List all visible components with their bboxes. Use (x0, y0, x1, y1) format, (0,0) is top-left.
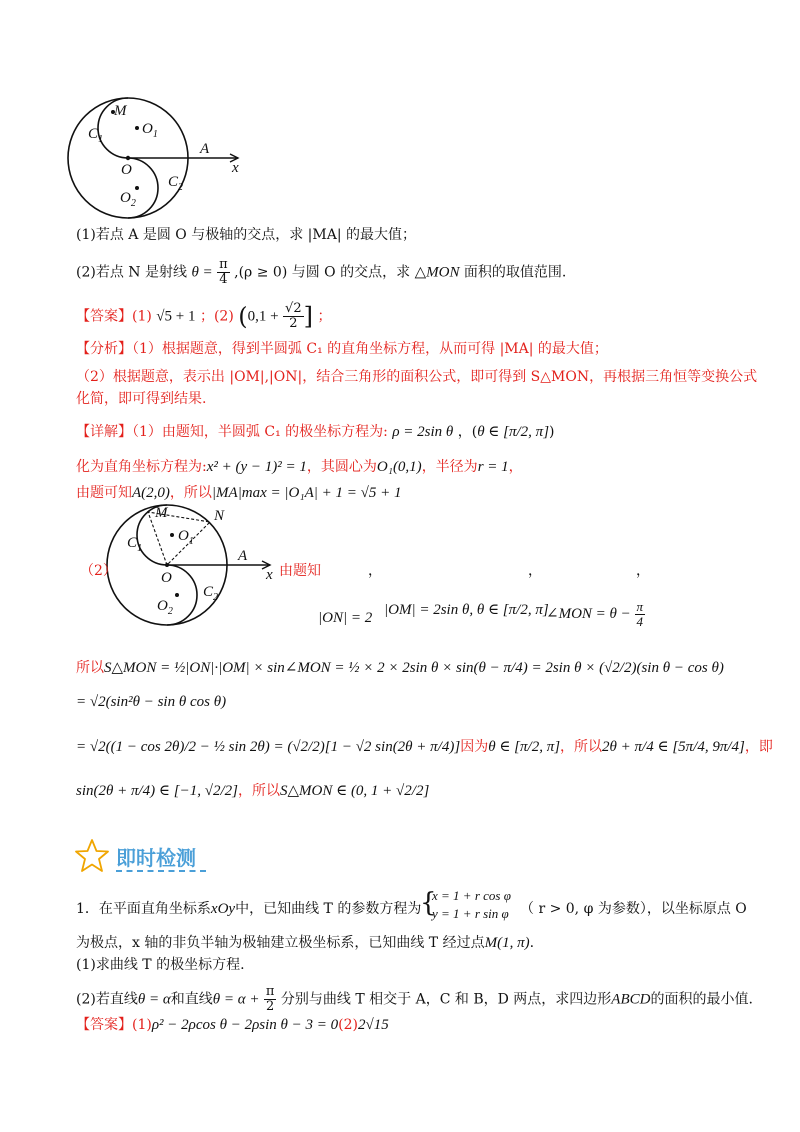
star-icon (74, 838, 110, 874)
fig1-label-o1: $O_1$ (142, 121, 158, 140)
section-underline (116, 870, 206, 872)
fig2-label-x: x (266, 567, 273, 583)
fig2-label-c2: $C_2$ (203, 584, 219, 603)
exercise-line-1: 1．在平面直角坐标系xOy中，已知曲线 T 的参数方程为 (76, 901, 422, 917)
analysis-line-1: 【分析】（1）根据题意，得到半圆弧 C₁ 的直角坐标方程，从而可得 |MA| 的最大值； (76, 341, 608, 357)
question-1: (1)若点 A 是圆 O 与极轴的交点，求 |MA| 的最大值； (76, 227, 416, 243)
param-x: x = 1 + r cos φ (432, 888, 511, 903)
fig2-label-o: O (161, 570, 172, 586)
detail-line-2: 化为直角坐标方程为:x² + (y − 1)² = 1，其圆心为O₁(0,1)，半径为r = 1， (76, 459, 523, 475)
derivation-line-1: 所以S△MON = ½|ON|·|OM| × sin∠MON = ½ × 2 × 2sin θ × sin(θ − π/4) = 2sin θ × (√2/2)(sin θ − cos θ) (76, 660, 724, 676)
fig2-label-o1: $O_1$ (178, 528, 194, 547)
comma-2: ， (528, 563, 542, 579)
exercise-q2: (2)若直线θ = α和直线θ = α + $\frac{\pi}{2}$ 分别与曲线 T 相交于 A，C 和 B，D 两点，求四边形ABCD的面积的最小值. (76, 984, 753, 1014)
exercise-line-2: 为极点，x 轴的非负半轴为极轴建立极坐标系，已知曲线 T 经过点M(1, π). (76, 935, 535, 951)
param-cond: （ r > 0, φ 为参数），以坐标原点 O (520, 901, 747, 917)
on-eq: |ON| = 2 (318, 610, 373, 626)
derivation-line-2: = √2(sin²θ − sin θ cos θ) (76, 694, 227, 710)
fig2-label-o2: $O_2$ (157, 598, 173, 617)
analysis-line-2: （2）根据题意，表示出 |OM|,|ON|，结合三角形的面积公式，即可得到 S△MON，再根据三角恒等变换公式 (76, 369, 758, 385)
fig1-label-o2: $O_2$ (120, 190, 136, 209)
fig2-label-m: M (155, 505, 168, 521)
param-y: y = 1 + r sin φ (432, 906, 509, 921)
answer2-line: 【答案】(1)ρ² − 2ρcos θ − 2ρsin θ − 3 = 0(2)2√15 (76, 1017, 389, 1033)
fig1-label-o: O (121, 162, 132, 178)
part2-youtizhi: 由题知 (279, 563, 321, 579)
detail-line-1: 【详解】（1）由题知，半圆弧 C₁ 的极坐标方程为: ρ = 2sin θ ，(θ ∈ [π/2, π]) (76, 424, 555, 440)
param-brace: { (420, 888, 437, 918)
fig1-label-c2: $C_2$ (168, 174, 184, 193)
om-eq: |OM| = 2sin θ, θ ∈ [π/2, π] (384, 602, 549, 618)
part2-label: （2） (80, 563, 117, 579)
fig2-label-n: N (214, 508, 225, 524)
answer-line: 【答案】(1) √5 + 1 ；(2) (0,1 + $\frac{√2}{2}$ ] ； (76, 301, 332, 331)
comma-3: ， (636, 563, 650, 579)
comma-1: ， (368, 563, 382, 579)
fig1-label-a: A (200, 141, 210, 157)
fig1-label-m: M (114, 103, 127, 119)
derivation-line-4: sin(2θ + π/4) ∈ [−1, √2/2]，所以S△MON ∈ (0, 1 + √2/2] (76, 783, 430, 799)
fig1-label-x: x (232, 160, 239, 176)
question-2: (2)若点 N 是射线 θ = $\frac{\pi}{4}$ ,(ρ ≥ 0) 与圆 O 的交点，求 △MON 面积的取值范围. (76, 257, 567, 287)
analysis-line-3: 化简，即可得到结果. (76, 391, 207, 407)
figure-yin-yang-1 (60, 95, 260, 225)
exercise-q1: (1)求曲线 T 的极坐标方程. (76, 957, 245, 973)
section-title: 即时检测 (116, 846, 196, 870)
derivation-line-3: = √2((1 − cos 2θ)/2 − ½ sin 2θ) = (√2/2)[1 − √2 sin(2θ + π/4)]因为θ ∈ [π/2, π]，所以2θ + π/4 ∈ [5π/4, 9π/4]，即 (76, 739, 773, 755)
fig2-label-c1: $C_1$ (127, 535, 143, 554)
fig2-label-a: A (238, 548, 248, 564)
angle-eq: ∠MON = θ − $\frac{\pi}{4}$ (546, 599, 644, 629)
arc-c2 (128, 158, 158, 218)
detail-line-3: 由题可知A(2,0)，所以|MA|max = |O₁A| + 1 = √5 + 1 (76, 485, 402, 501)
fig1-label-c1: $C_1$ (88, 126, 104, 145)
